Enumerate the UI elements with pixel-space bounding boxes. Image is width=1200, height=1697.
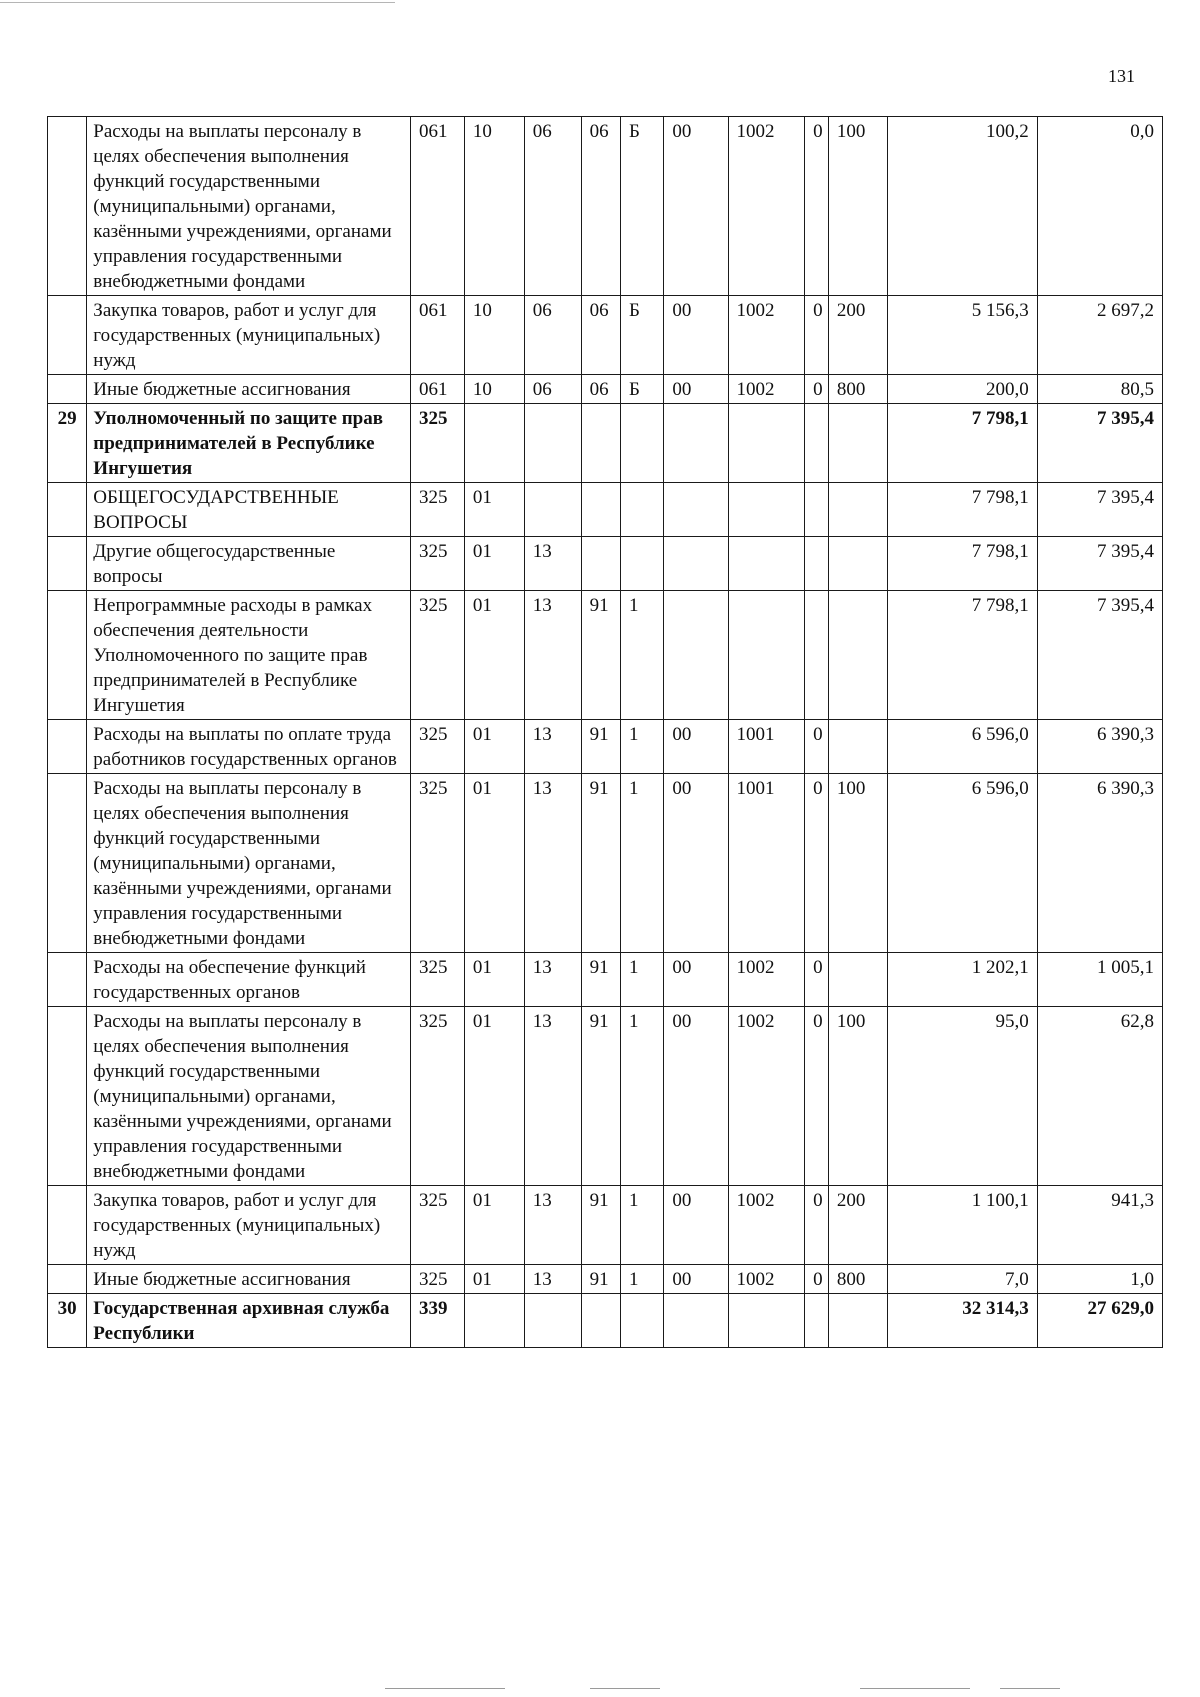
table-row xyxy=(48,1294,1163,1348)
code-subsection: 13 xyxy=(524,720,581,774)
scan-edge-line xyxy=(0,2,395,3)
amount-planned: 7 798,1 xyxy=(887,537,1037,591)
code-expense-type xyxy=(828,404,887,483)
row-index xyxy=(48,774,87,953)
table-row xyxy=(48,1186,1163,1265)
code-subprogram: 1 xyxy=(620,591,663,720)
code-subsection: 13 xyxy=(524,537,581,591)
expense-name: Уполномоченный по защите прав предпринимателей в Республике Ингушетия xyxy=(87,404,411,483)
table-row xyxy=(48,404,1163,483)
code-subprogram xyxy=(620,483,663,537)
code-measure: 00 xyxy=(664,296,728,375)
code-section: 01 xyxy=(464,591,524,720)
code-section: 10 xyxy=(464,296,524,375)
code-ministry: 325 xyxy=(411,483,465,537)
code-measure xyxy=(664,404,728,483)
amount-executed: 7 395,4 xyxy=(1037,537,1162,591)
amount-planned: 5 156,3 xyxy=(887,296,1037,375)
code-ministry: 325 xyxy=(411,404,465,483)
code-measure xyxy=(664,591,728,720)
expense-name: Иные бюджетные ассигнования xyxy=(87,375,411,404)
row-index xyxy=(48,296,87,375)
row-index xyxy=(48,375,87,404)
code-subprogram xyxy=(620,537,663,591)
scan-edge-line xyxy=(385,1688,505,1689)
row-index xyxy=(48,1007,87,1186)
code-program: 91 xyxy=(581,591,620,720)
code-expense-type: 800 xyxy=(828,1265,887,1294)
amount-planned: 7,0 xyxy=(887,1265,1037,1294)
code-program: 91 xyxy=(581,953,620,1007)
amount-executed: 27 629,0 xyxy=(1037,1294,1162,1348)
code-expense-type xyxy=(828,483,887,537)
code-subsection: 06 xyxy=(524,117,581,296)
code-ministry: 325 xyxy=(411,774,465,953)
code-expense-type xyxy=(828,1294,887,1348)
code-sub-direction xyxy=(805,537,829,591)
code-subsection: 06 xyxy=(524,296,581,375)
code-subsection: 13 xyxy=(524,774,581,953)
code-subprogram xyxy=(620,404,663,483)
amount-executed: 1 005,1 xyxy=(1037,953,1162,1007)
expense-name: Непрограммные расходы в рамках обеспечения деятельности Уполномоченного по защите прав предпринимателей в Республике Ингушетия xyxy=(87,591,411,720)
code-subprogram: 1 xyxy=(620,1007,663,1186)
code-measure: 00 xyxy=(664,1007,728,1186)
code-direction xyxy=(728,1294,805,1348)
code-direction: 1002 xyxy=(728,1007,805,1186)
row-index xyxy=(48,117,87,296)
code-program: 91 xyxy=(581,1265,620,1294)
code-subprogram: 1 xyxy=(620,774,663,953)
page-number: 131 xyxy=(1108,66,1135,86)
expense-name: Расходы на обеспечение функций государственных органов xyxy=(87,953,411,1007)
table-row xyxy=(48,591,1163,720)
amount-planned: 7 798,1 xyxy=(887,591,1037,720)
scan-edge-line xyxy=(860,1688,970,1689)
row-index xyxy=(48,483,87,537)
code-subsection: 13 xyxy=(524,1007,581,1186)
budget-table xyxy=(47,116,1163,1348)
table-row xyxy=(48,1265,1163,1294)
code-sub-direction: 0 xyxy=(805,1007,829,1186)
amount-executed: 7 395,4 xyxy=(1037,483,1162,537)
row-index xyxy=(48,537,87,591)
amount-planned: 32 314,3 xyxy=(887,1294,1037,1348)
table-row xyxy=(48,483,1163,537)
expense-name: Закупка товаров, работ и услуг для государственных (муниципальных) нужд xyxy=(87,1186,411,1265)
row-index: 30 xyxy=(48,1294,87,1348)
code-subprogram: Б xyxy=(620,117,663,296)
scan-edge-line xyxy=(590,1688,660,1689)
amount-planned: 6 596,0 xyxy=(887,720,1037,774)
code-subsection: 13 xyxy=(524,1186,581,1265)
amount-executed: 1,0 xyxy=(1037,1265,1162,1294)
table-row xyxy=(48,1007,1163,1186)
code-program xyxy=(581,483,620,537)
code-measure: 00 xyxy=(664,774,728,953)
code-expense-type: 200 xyxy=(828,1186,887,1265)
code-direction: 1002 xyxy=(728,1186,805,1265)
code-subprogram xyxy=(620,1294,663,1348)
code-program: 91 xyxy=(581,1186,620,1265)
amount-executed: 941,3 xyxy=(1037,1186,1162,1265)
table-row xyxy=(48,774,1163,953)
amount-executed: 7 395,4 xyxy=(1037,591,1162,720)
expense-name: Расходы на выплаты персоналу в целях обеспечения выполнения функций государственными (муниципальными) органами, казёнными учреждениями, органами управления государственными внебюджетными фондами xyxy=(87,1007,411,1186)
code-ministry: 325 xyxy=(411,720,465,774)
code-expense-type xyxy=(828,591,887,720)
code-measure: 00 xyxy=(664,1265,728,1294)
code-measure: 00 xyxy=(664,375,728,404)
expense-name: Расходы на выплаты персоналу в целях обеспечения выполнения функций государственными (муниципальными) органами, казёнными учреждениями, органами управления государственными внебюджетными фондами xyxy=(87,774,411,953)
code-expense-type xyxy=(828,537,887,591)
expense-name: Другие общегосударственные вопросы xyxy=(87,537,411,591)
row-index xyxy=(48,1265,87,1294)
code-expense-type: 100 xyxy=(828,774,887,953)
code-section xyxy=(464,1294,524,1348)
code-direction xyxy=(728,483,805,537)
code-subsection xyxy=(524,483,581,537)
code-section: 01 xyxy=(464,483,524,537)
code-program xyxy=(581,537,620,591)
amount-executed: 80,5 xyxy=(1037,375,1162,404)
row-index xyxy=(48,591,87,720)
code-section: 01 xyxy=(464,774,524,953)
code-ministry: 325 xyxy=(411,1007,465,1186)
code-ministry: 325 xyxy=(411,537,465,591)
code-program: 91 xyxy=(581,720,620,774)
code-subsection: 06 xyxy=(524,375,581,404)
amount-planned: 1 202,1 xyxy=(887,953,1037,1007)
code-expense-type xyxy=(828,953,887,1007)
code-subprogram: 1 xyxy=(620,720,663,774)
code-sub-direction xyxy=(805,404,829,483)
code-sub-direction xyxy=(805,1294,829,1348)
code-expense-type: 100 xyxy=(828,117,887,296)
amount-executed: 2 697,2 xyxy=(1037,296,1162,375)
expense-name: Расходы на выплаты персоналу в целях обеспечения выполнения функций государственными (муниципальными) органами, казёнными учреждениями, органами управления государственными внебюджетными фондами xyxy=(87,117,411,296)
code-ministry: 325 xyxy=(411,1186,465,1265)
amount-executed: 62,8 xyxy=(1037,1007,1162,1186)
table-row xyxy=(48,375,1163,404)
amount-planned: 95,0 xyxy=(887,1007,1037,1186)
amount-executed: 6 390,3 xyxy=(1037,720,1162,774)
code-ministry: 339 xyxy=(411,1294,465,1348)
code-direction: 1002 xyxy=(728,375,805,404)
code-measure: 00 xyxy=(664,953,728,1007)
table-row xyxy=(48,117,1163,296)
code-expense-type: 200 xyxy=(828,296,887,375)
code-ministry: 061 xyxy=(411,296,465,375)
code-measure: 00 xyxy=(664,720,728,774)
code-direction: 1002 xyxy=(728,1265,805,1294)
code-sub-direction: 0 xyxy=(805,1186,829,1265)
code-expense-type: 800 xyxy=(828,375,887,404)
scan-edge-line xyxy=(1000,1688,1060,1689)
code-subprogram: Б xyxy=(620,375,663,404)
code-program: 06 xyxy=(581,117,620,296)
row-index xyxy=(48,720,87,774)
amount-planned: 200,0 xyxy=(887,375,1037,404)
code-subprogram: Б xyxy=(620,296,663,375)
code-direction: 1002 xyxy=(728,296,805,375)
amount-executed: 6 390,3 xyxy=(1037,774,1162,953)
code-direction: 1001 xyxy=(728,720,805,774)
code-sub-direction: 0 xyxy=(805,774,829,953)
code-direction: 1002 xyxy=(728,953,805,1007)
code-measure: 00 xyxy=(664,1186,728,1265)
code-program xyxy=(581,404,620,483)
code-subsection xyxy=(524,404,581,483)
code-sub-direction: 0 xyxy=(805,296,829,375)
code-program: 91 xyxy=(581,774,620,953)
code-subprogram: 1 xyxy=(620,1186,663,1265)
code-section: 01 xyxy=(464,1265,524,1294)
expense-name: Иные бюджетные ассигнования xyxy=(87,1265,411,1294)
code-section: 01 xyxy=(464,537,524,591)
code-measure xyxy=(664,483,728,537)
code-direction: 1002 xyxy=(728,117,805,296)
code-subsection: 13 xyxy=(524,1265,581,1294)
table-row xyxy=(48,953,1163,1007)
amount-planned: 7 798,1 xyxy=(887,483,1037,537)
table-row xyxy=(48,720,1163,774)
code-ministry: 061 xyxy=(411,117,465,296)
code-section xyxy=(464,404,524,483)
code-subsection xyxy=(524,1294,581,1348)
code-sub-direction: 0 xyxy=(805,1265,829,1294)
code-direction: 1001 xyxy=(728,774,805,953)
code-program xyxy=(581,1294,620,1348)
amount-executed: 7 395,4 xyxy=(1037,404,1162,483)
code-subprogram: 1 xyxy=(620,1265,663,1294)
code-sub-direction: 0 xyxy=(805,720,829,774)
amount-planned: 1 100,1 xyxy=(887,1186,1037,1265)
row-index: 29 xyxy=(48,404,87,483)
table-body xyxy=(48,117,1163,1348)
code-subprogram: 1 xyxy=(620,953,663,1007)
expense-name: ОБЩЕГОСУДАРСТВЕННЫЕ ВОПРОСЫ xyxy=(87,483,411,537)
code-program: 06 xyxy=(581,296,620,375)
amount-executed: 0,0 xyxy=(1037,117,1162,296)
code-sub-direction xyxy=(805,591,829,720)
code-ministry: 325 xyxy=(411,1265,465,1294)
table-row xyxy=(48,537,1163,591)
code-direction xyxy=(728,537,805,591)
code-measure: 00 xyxy=(664,117,728,296)
expense-name: Расходы на выплаты по оплате труда работников государственных органов xyxy=(87,720,411,774)
code-sub-direction: 0 xyxy=(805,953,829,1007)
code-section: 01 xyxy=(464,1007,524,1186)
code-expense-type xyxy=(828,720,887,774)
code-expense-type: 100 xyxy=(828,1007,887,1186)
code-program: 06 xyxy=(581,375,620,404)
code-subsection: 13 xyxy=(524,953,581,1007)
table-row xyxy=(48,296,1163,375)
expense-name: Закупка товаров, работ и услуг для государственных (муниципальных) нужд xyxy=(87,296,411,375)
code-ministry: 061 xyxy=(411,375,465,404)
code-section: 01 xyxy=(464,953,524,1007)
amount-planned: 100,2 xyxy=(887,117,1037,296)
code-section: 01 xyxy=(464,720,524,774)
code-measure xyxy=(664,1294,728,1348)
code-program: 91 xyxy=(581,1007,620,1186)
amount-planned: 7 798,1 xyxy=(887,404,1037,483)
row-index xyxy=(48,1186,87,1265)
code-subsection: 13 xyxy=(524,591,581,720)
expense-name: Государственная архивная служба Республики xyxy=(87,1294,411,1348)
code-measure xyxy=(664,537,728,591)
code-section: 01 xyxy=(464,1186,524,1265)
code-sub-direction xyxy=(805,483,829,537)
code-ministry: 325 xyxy=(411,953,465,1007)
code-section: 10 xyxy=(464,117,524,296)
amount-planned: 6 596,0 xyxy=(887,774,1037,953)
code-direction xyxy=(728,591,805,720)
code-direction xyxy=(728,404,805,483)
code-ministry: 325 xyxy=(411,591,465,720)
code-sub-direction: 0 xyxy=(805,117,829,296)
code-section: 10 xyxy=(464,375,524,404)
code-sub-direction: 0 xyxy=(805,375,829,404)
row-index xyxy=(48,953,87,1007)
